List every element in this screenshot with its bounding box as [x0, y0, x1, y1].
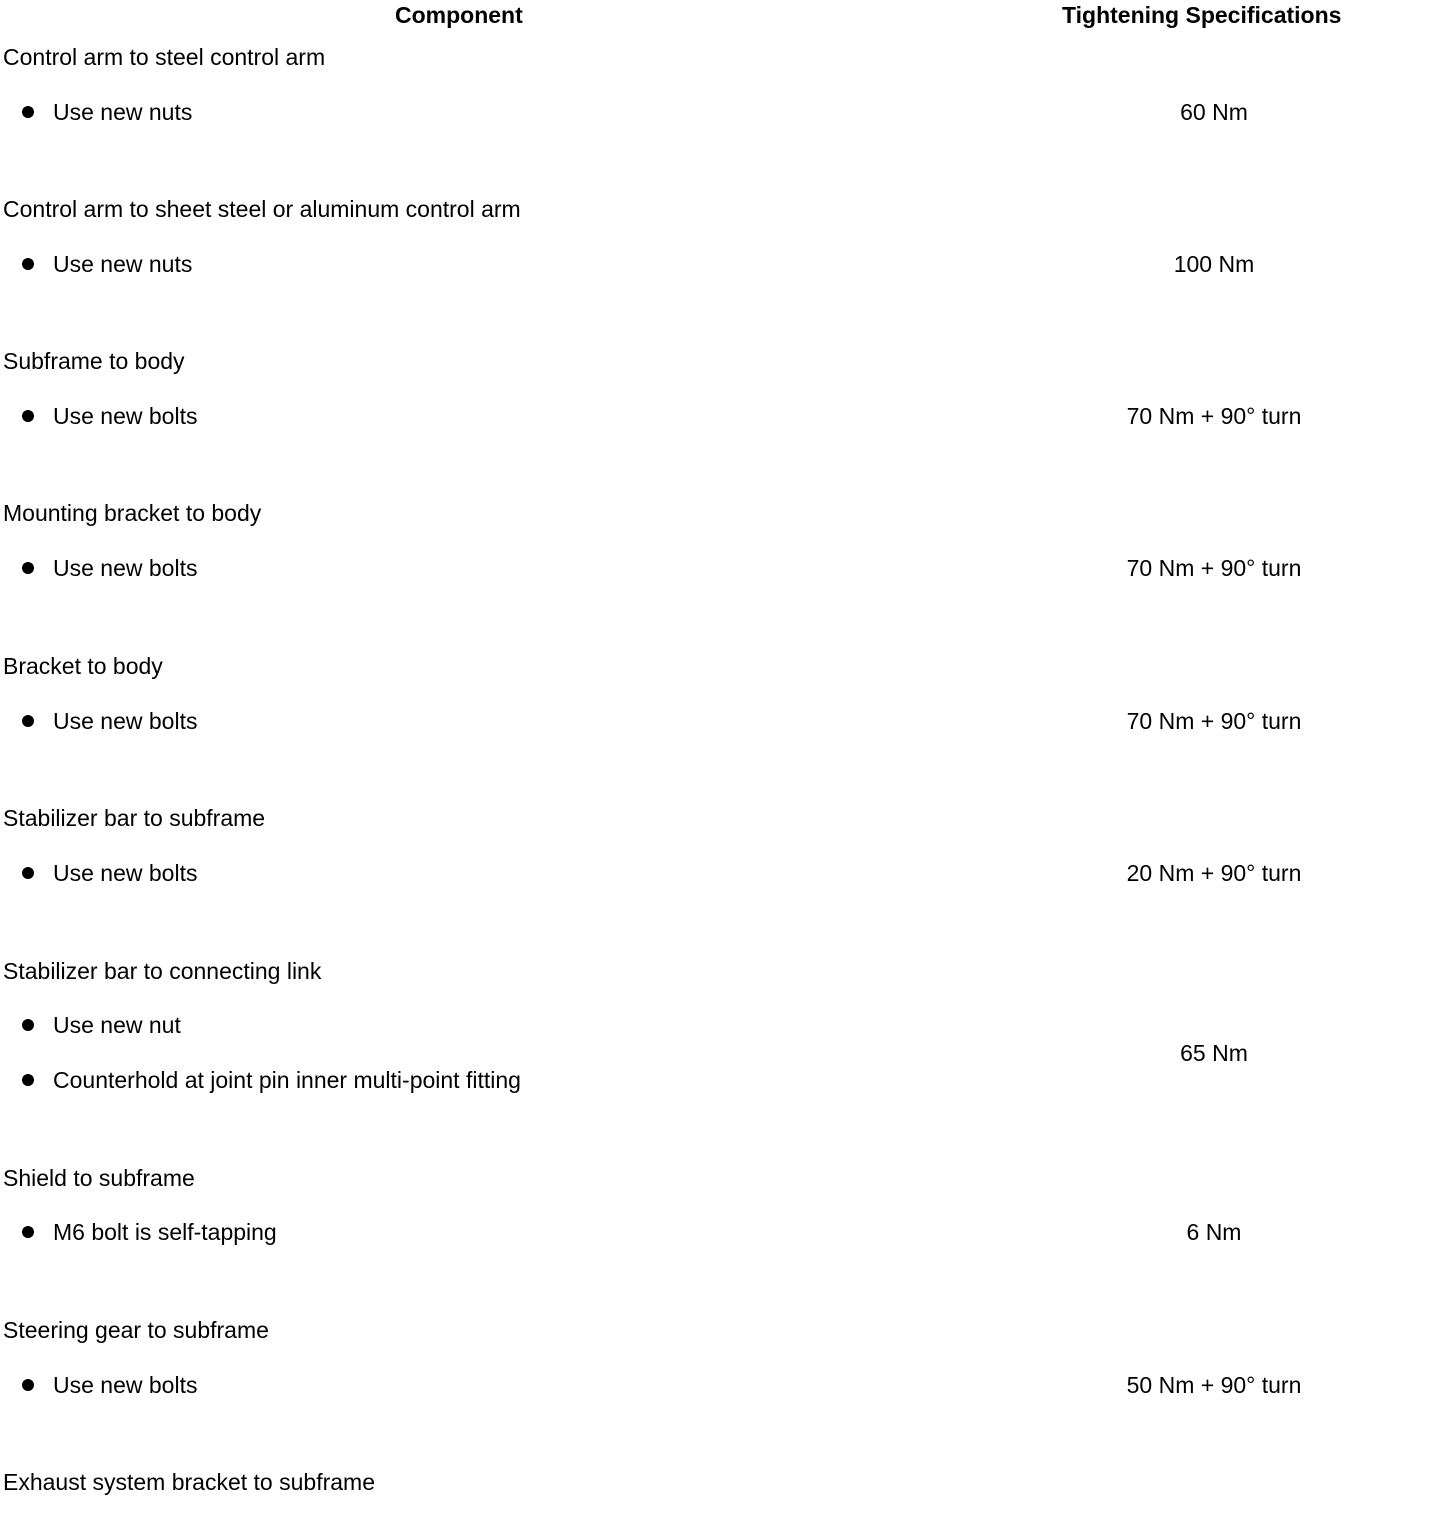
component-name: Stabilizer bar to connecting link	[3, 958, 322, 984]
component-name: Shield to subframe	[3, 1165, 195, 1191]
component-name: Control arm to sheet steel or aluminum control arm	[3, 196, 521, 222]
bullet-icon	[22, 258, 34, 270]
component-name: Subframe to body	[3, 348, 185, 374]
note-text: Counterhold at joint pin inner multi-point fitting	[53, 1067, 521, 1093]
tightening-spec: 60 Nm	[1180, 99, 1248, 125]
bullet-icon	[22, 715, 34, 727]
tightening-spec: 65 Nm	[1180, 1040, 1248, 1066]
component-name: Stabilizer bar to subframe	[3, 805, 266, 831]
tightening-spec: 70 Nm + 90° turn	[1126, 403, 1302, 429]
component-name: Mounting bracket to body	[3, 500, 262, 526]
bullet-icon	[22, 410, 34, 422]
bullet-icon	[22, 1019, 34, 1031]
bullet-icon	[22, 106, 34, 118]
note-text: M6 bolt is self-tapping	[53, 1219, 277, 1245]
component-name: Control arm to steel control arm	[3, 44, 326, 70]
tightening-spec: 70 Nm + 90° turn	[1126, 708, 1302, 734]
bullet-icon	[22, 1379, 34, 1391]
spec-column-header: Tightening Specifications	[1062, 2, 1342, 28]
tightening-spec: 100 Nm	[1173, 251, 1255, 277]
bullet-icon	[22, 1074, 34, 1086]
component-name: Bracket to body	[3, 653, 163, 679]
tightening-spec: 20 Nm + 90° turn	[1126, 860, 1302, 886]
note-text: Use new bolts	[53, 555, 198, 581]
bullet-icon	[22, 867, 34, 879]
note-text: Use new nuts	[53, 99, 193, 125]
tightening-spec: 70 Nm + 90° turn	[1126, 555, 1302, 581]
note-text: Use new bolts	[53, 1372, 198, 1398]
component-name: Steering gear to subframe	[3, 1317, 269, 1343]
note-text: Use new bolts	[53, 403, 198, 429]
tightening-spec: 50 Nm + 90° turn	[1126, 1372, 1302, 1398]
tightening-spec: 6 Nm	[1186, 1219, 1242, 1245]
note-text: Use new bolts	[53, 708, 198, 734]
bullet-icon	[22, 562, 34, 574]
bullet-icon	[22, 1226, 34, 1238]
note-text: Use new nuts	[53, 251, 193, 277]
component-name: Exhaust system bracket to subframe	[3, 1469, 375, 1495]
note-text: Use new nut	[53, 1012, 181, 1038]
component-column-header: Component	[395, 2, 523, 28]
note-text: Use new bolts	[53, 860, 198, 886]
